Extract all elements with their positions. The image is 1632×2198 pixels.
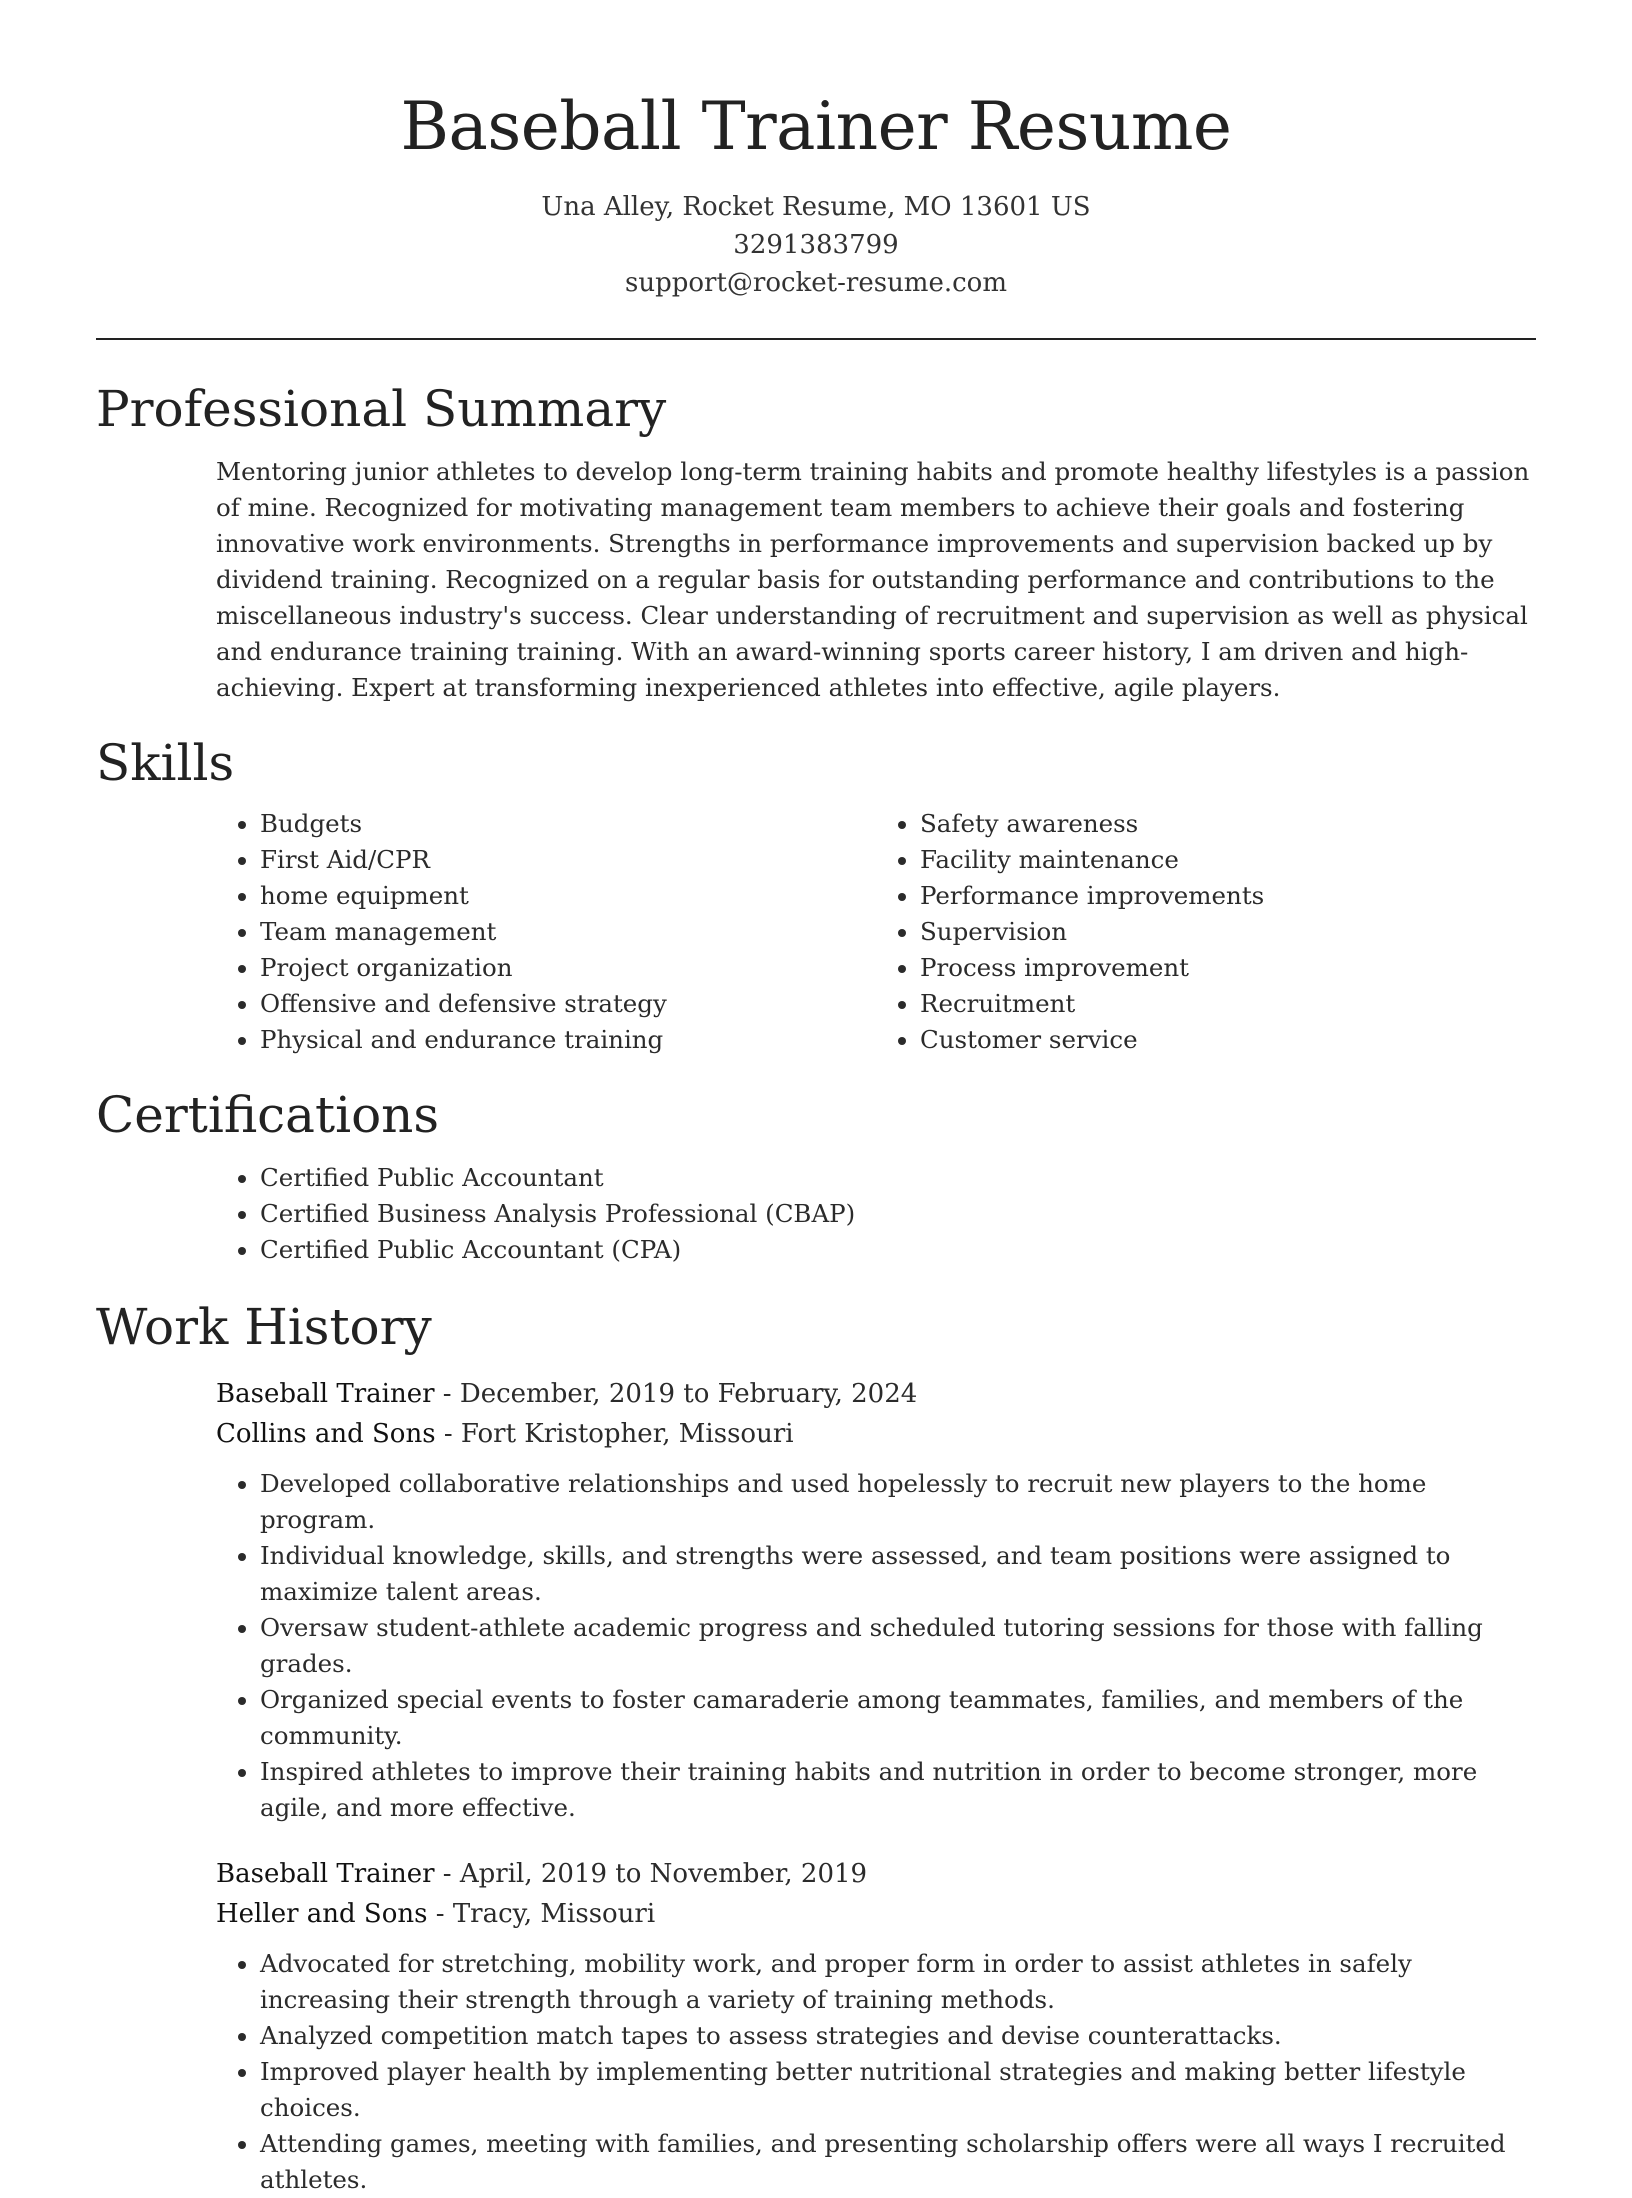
work-history-section <box>96 1296 1536 2198</box>
resume-title: Baseball Trainer Resume <box>400 88 1232 165</box>
job-separator: - <box>435 1899 453 1929</box>
job-title-line <box>216 1854 1536 1894</box>
job-bullets <box>216 1466 1536 1826</box>
job-dates: April, 2019 to November, 2019 <box>459 1859 868 1889</box>
certification-item: • Certified Public Accountant <box>260 1160 1536 1196</box>
skill-item: • Recruitment <box>920 986 1536 1022</box>
skill-item: • Team management <box>260 914 876 950</box>
job-separator: - <box>443 1419 461 1449</box>
job-entry <box>216 1374 1536 1826</box>
certification-item: • Certified Business Analysis Professional (CBAP) <box>260 1196 1536 1232</box>
skills-columns <box>216 806 1536 1058</box>
skills-heading: Skills <box>96 734 235 792</box>
summary-heading: Professional Summary <box>96 380 667 438</box>
job-title: Baseball Trainer <box>216 1859 435 1889</box>
job-bullet: • Organized special events to foster camaraderie among teammates, families, and members of the community. <box>260 1682 1536 1754</box>
skill-item: • Safety awareness <box>920 806 1536 842</box>
skill-item: • Supervision <box>920 914 1536 950</box>
job-location: Fort Kristopher, Missouri <box>460 1419 794 1449</box>
summary-section <box>96 378 1536 706</box>
resume-header <box>96 0 1536 302</box>
skill-item: • home equipment <box>260 878 876 914</box>
skills-list-left <box>216 806 876 1058</box>
skills-section <box>96 732 1536 1058</box>
skill-item: • Performance improvements <box>920 878 1536 914</box>
job-location: Tracy, Missouri <box>452 1899 656 1929</box>
skill-item: • Project organization <box>260 950 876 986</box>
job-title: Baseball Trainer <box>216 1379 435 1409</box>
job-bullets <box>216 1946 1536 2198</box>
job-bullet: • Developed collaborative relationships and used hopelessly to recruit new players to the home program. <box>260 1466 1536 1538</box>
job-bullet: • Improved player health by implementing better nutritional strategies and making better lifestyle choices. <box>260 2054 1536 2126</box>
job-bullet: • Inspired athletes to improve their training habits and nutrition in order to become stronger, more agile, and more effective. <box>260 1754 1536 1826</box>
job-company-line <box>216 1414 1536 1454</box>
job-dates: December, 2019 to February, 2024 <box>459 1379 918 1409</box>
contact-phone: 3291383799 <box>733 230 899 260</box>
job-title-line <box>216 1374 1536 1414</box>
skill-item: • Customer service <box>920 1022 1536 1058</box>
certification-item: • Certified Public Accountant (CPA) <box>260 1232 1536 1268</box>
skill-item: • Physical and endurance training <box>260 1022 876 1058</box>
job-entry <box>216 1854 1536 2198</box>
skill-item: • Facility maintenance <box>920 842 1536 878</box>
skill-item: • Offensive and defensive strategy <box>260 986 876 1022</box>
contact-address: Una Alley, Rocket Resume, MO 13601 US <box>541 192 1091 222</box>
job-bullet: • Individual knowledge, skills, and strengths were assessed, and team positions were assigned to maximize talent areas. <box>260 1538 1536 1610</box>
certifications-list <box>216 1160 1536 1268</box>
contact-block <box>96 188 1536 302</box>
skill-item: • Process improvement <box>920 950 1536 986</box>
job-company: Heller and Sons <box>216 1899 428 1929</box>
work-history-heading: Work History <box>96 1298 432 1356</box>
summary-text: Mentoring junior athletes to develop long-term training habits and promote healthy lifestyles is a passion of mine. Recognized for motivating management team members to achieve their goals and fostering innovative work environments. Strengths in performance improvements and supervision backed up by dividend training. Recognized on a regular basis for outstanding performance and contributions to the miscellaneous industry's success. Clear understanding of recruitment and supervision as well as physical and endurance training training. With an award-winning sports career history, I am driven and high-achieving. Expert at transforming inexperienced athletes into effective, agile players. <box>216 457 1530 702</box>
skill-item: • Budgets <box>260 806 876 842</box>
job-company: Collins and Sons <box>216 1419 436 1449</box>
skills-list-right <box>876 806 1536 1058</box>
job-company-line <box>216 1894 1536 1934</box>
contact-email: support@rocket-resume.com <box>624 268 1007 298</box>
job-bullet: • Oversaw student-athlete academic progress and scheduled tutoring sessions for those with falling grades. <box>260 1610 1536 1682</box>
skill-item: • First Aid/CPR <box>260 842 876 878</box>
job-bullet: • Attending games, meeting with families, and presenting scholarship offers were all ways I recruited athletes. <box>260 2126 1536 2198</box>
job-separator: - <box>442 1859 460 1889</box>
job-bullet: • Analyzed competition match tapes to assess strategies and devise counterattacks. <box>260 2018 1536 2054</box>
job-separator: - <box>442 1379 460 1409</box>
job-bullet: • Advocated for stretching, mobility work, and proper form in order to assist athletes in safely increasing their strength through a variety of training methods. <box>260 1946 1536 2018</box>
certifications-heading: Certifications <box>96 1086 440 1144</box>
certifications-section <box>96 1084 1536 1268</box>
header-divider <box>96 338 1536 340</box>
